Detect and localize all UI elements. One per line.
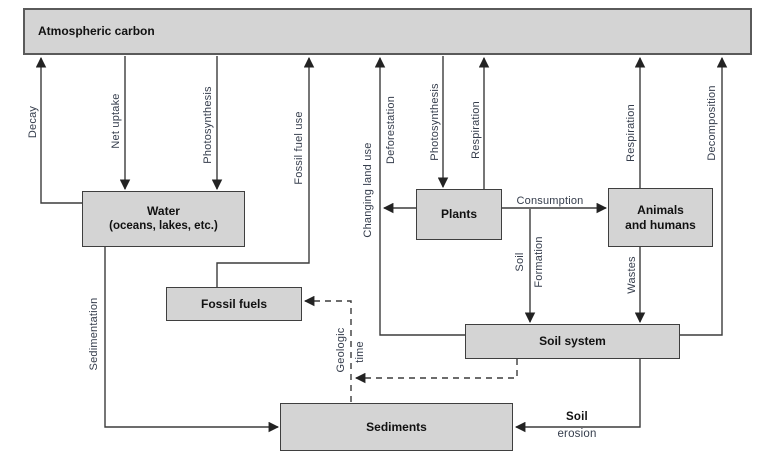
node-fossil-fuels [166,287,302,321]
flow-label-wastes: Wastes [626,256,638,294]
flow-label-net-uptake: Net uptake [110,93,122,149]
flow-label-time: time [354,341,366,363]
node-water-subtitle: (oceans, lakes, etc.) [109,220,218,233]
arrow-soil-system-geologic-time [356,359,517,378]
node-atmospheric-carbon [23,8,752,55]
flow-label-photosynthesis-plants: Photosynthesis [429,83,441,161]
flow-label-sedimentation: Sedimentation [88,297,100,371]
node-plants [416,189,502,240]
flow-label-soil-formation-word2: Formation [533,236,545,288]
node-soil-system [465,324,680,359]
node-plants-label: Plants [440,207,477,221]
arrow-sedimentation [105,247,278,427]
flow-label-soil-erosion-word1: Soil [566,411,588,423]
node-water [82,191,245,247]
flow-label-decomposition: Decomposition [706,85,718,161]
flow-label-photosynthesis-water: Photosynthesis [202,86,214,164]
node-sediments [280,403,513,451]
node-animals-line2: and humans [625,217,696,232]
flow-label-respiration-plants: Respiration [470,101,482,159]
flow-label-consumption: Consumption [516,195,584,207]
node-sediments-label: Sediments [366,419,427,434]
flow-label-changing-land-use: Changing land use [362,142,374,238]
flow-label-fossil-fuel-use: Fossil fuel use [293,111,305,185]
flow-label-geologic: Geologic [335,327,347,373]
arrow-decay [41,58,82,203]
flow-label-deforestation: Deforestation [385,95,397,165]
node-fossil-fuels-label: Fossil fuels [200,296,268,311]
node-animals-line1: Animals [637,202,684,217]
node-soil-system-label: Soil system [539,334,606,348]
node-atmospheric-carbon-label: Atmospheric carbon [38,24,155,38]
flow-label-soil-formation-word1: Soil [514,252,526,272]
flow-label-decay: Decay [27,105,39,139]
flow-label-soil-erosion-word2: erosion [557,428,597,440]
node-water-title: Water [147,204,180,219]
node-animals-and-humans [608,188,713,247]
flow-label-respiration-animals: Respiration [625,104,637,162]
